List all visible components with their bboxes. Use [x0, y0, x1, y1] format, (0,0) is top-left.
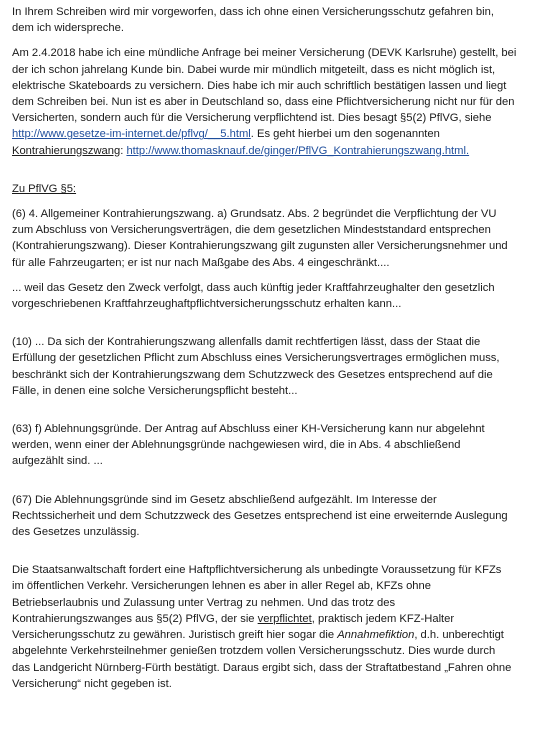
- paragraph-10: (10) ... Da sich der Kontrahierungszwang allenfalls damit rechtfertigen lässt, dass der Staat die Erfüllung der gesetzlichen Pflicht zum Abschluss eines Versicherungsvertrages ermöglichen muss, beschränkt sich der Kontrahierungszwang dem Schutzzweck des Gesetzes entsprechend auf die Fälle, in denen eine solche Versicherungspflicht besteht...: [12, 336, 500, 397]
- paragraph-inquiry: [12, 45, 541, 158]
- paragraph-67: (67) Die Ablehnungsgründe sind im Gesetz abschließend aufgezählt. Im Interesse der Rechtssicherheit und dem Schutzzweck des Gesetzes entsprechend ist eine erweiternde Auslegung des Gesetzes unzulässig.: [12, 493, 508, 539]
- paragraph-conclusion: [12, 562, 541, 692]
- conclusion-text: Die Staatsanwaltschaft fordert eine Haftpflichtversicherung als unbedingte Voraussetzung für KFZs im öffentlichen Verkehr. Versicherungen lehnen es aber in aller Regel ab, KFZs ohne Betriebserlaubnis und Zulassung unter Vertrag zu nehmen. Und das trotz des Kontrahierungszwanges aus §5(2) PflVG, der sie: [12, 564, 502, 625]
- link-thomasknauf[interactable]: http://www.thomasknauf.de/ginger/PflVG_Kontrahierungszwang.html.: [126, 144, 470, 157]
- paragraph-purpose: ... weil das Gesetz den Zweck verfolgt, dass auch künftig jeder Kraftfahrzeughalter den gesetzlich vorgeschriebenen Kraftfahrzeughaftpflichtversicherungsschutz erhalten kann...: [12, 281, 495, 311]
- section-heading: Zu PflVG §5:: [12, 182, 77, 195]
- term-kontrahierungszwang: Kontrahierungszwang: [12, 144, 121, 157]
- inquiry-text-2: . Es geht hierbei um den sogenannten: [250, 128, 440, 141]
- conclusion-text-2: , praktisch jedem KFZ-Halter Versicherungsschutz zu gewähren. Juristisch greift hier sogar die: [12, 612, 455, 642]
- colon: :: [120, 144, 127, 157]
- link-gesetze[interactable]: http://www.gesetze-im-internet.de/pflvg/__5.html: [12, 128, 251, 141]
- inquiry-text: Am 2.4.2018 habe ich eine mündliche Anfrage bei meiner Versicherung (DEVK Karlsruhe) gestellt, bei der ich schon jahrelang Kunde bin. Dabei wurde mir mündlich mitgeteilt, dass es nicht möglich ist, elektrische Skateboards zu versichern. Dies habe ich mir auch schriftlich bestätigen lassen und liegt dem Schreiben bei. Nun ist es aber in Deutschland so, dass eine Pflichtversicherung nicht nur für den Versicherten, sondern auch für die Versicherung verpflichtend ist. Dies besagt §5(2) PflVG, siehe: [12, 47, 517, 125]
- term-annahmefiktion: Annahmefiktion: [337, 629, 415, 642]
- paragraph-63: (63) f) Ablehnungsgründe. Der Antrag auf Abschluss einer KH-Versicherung kann nur abgelehnt werden, wenn einer der Ablehnungsgründe nachgewiesen wird, die in Abs. 4 abschließend aufgezählt sind. ...: [12, 423, 485, 468]
- term-verpflichtet: verpflichtet: [257, 612, 312, 625]
- paragraph-intro: In Ihrem Schreiben wird mir vorgeworfen, dass ich ohne einen Versicherungsschutz gefahren bin, dem ich widerspreche.: [12, 6, 494, 35]
- paragraph-6: (6) 4. Allgemeiner Kontrahierungszwang. a) Grundsatz. Abs. 2 begründet die Verpflichtung der VU zum Abschluss von Versicherungsverträgen, die dem gesetzlichen Mindeststandard entsprechen (Kontrahierungszwang). Dieser Kontrahierungszwang gilt zugunsten aller Versicherungsnehmer und für alle Fahrzeugarten; er ist nur nach Maßgabe des Abs. 4 eingeschränkt....: [12, 208, 508, 269]
- conclusion-text-3: , d.h. unberechtigt abgelehnte Verkehrsteilnehmer genießen trotzdem vollen Versicherungsschutz. Dies wurde durch das Landgericht Nürnberg-Fürth bestätigt. Daraus ergibt sich, dass der Straftatbestand „Fahren ohne Versicherung“ nicht gegeben ist.: [12, 629, 512, 690]
